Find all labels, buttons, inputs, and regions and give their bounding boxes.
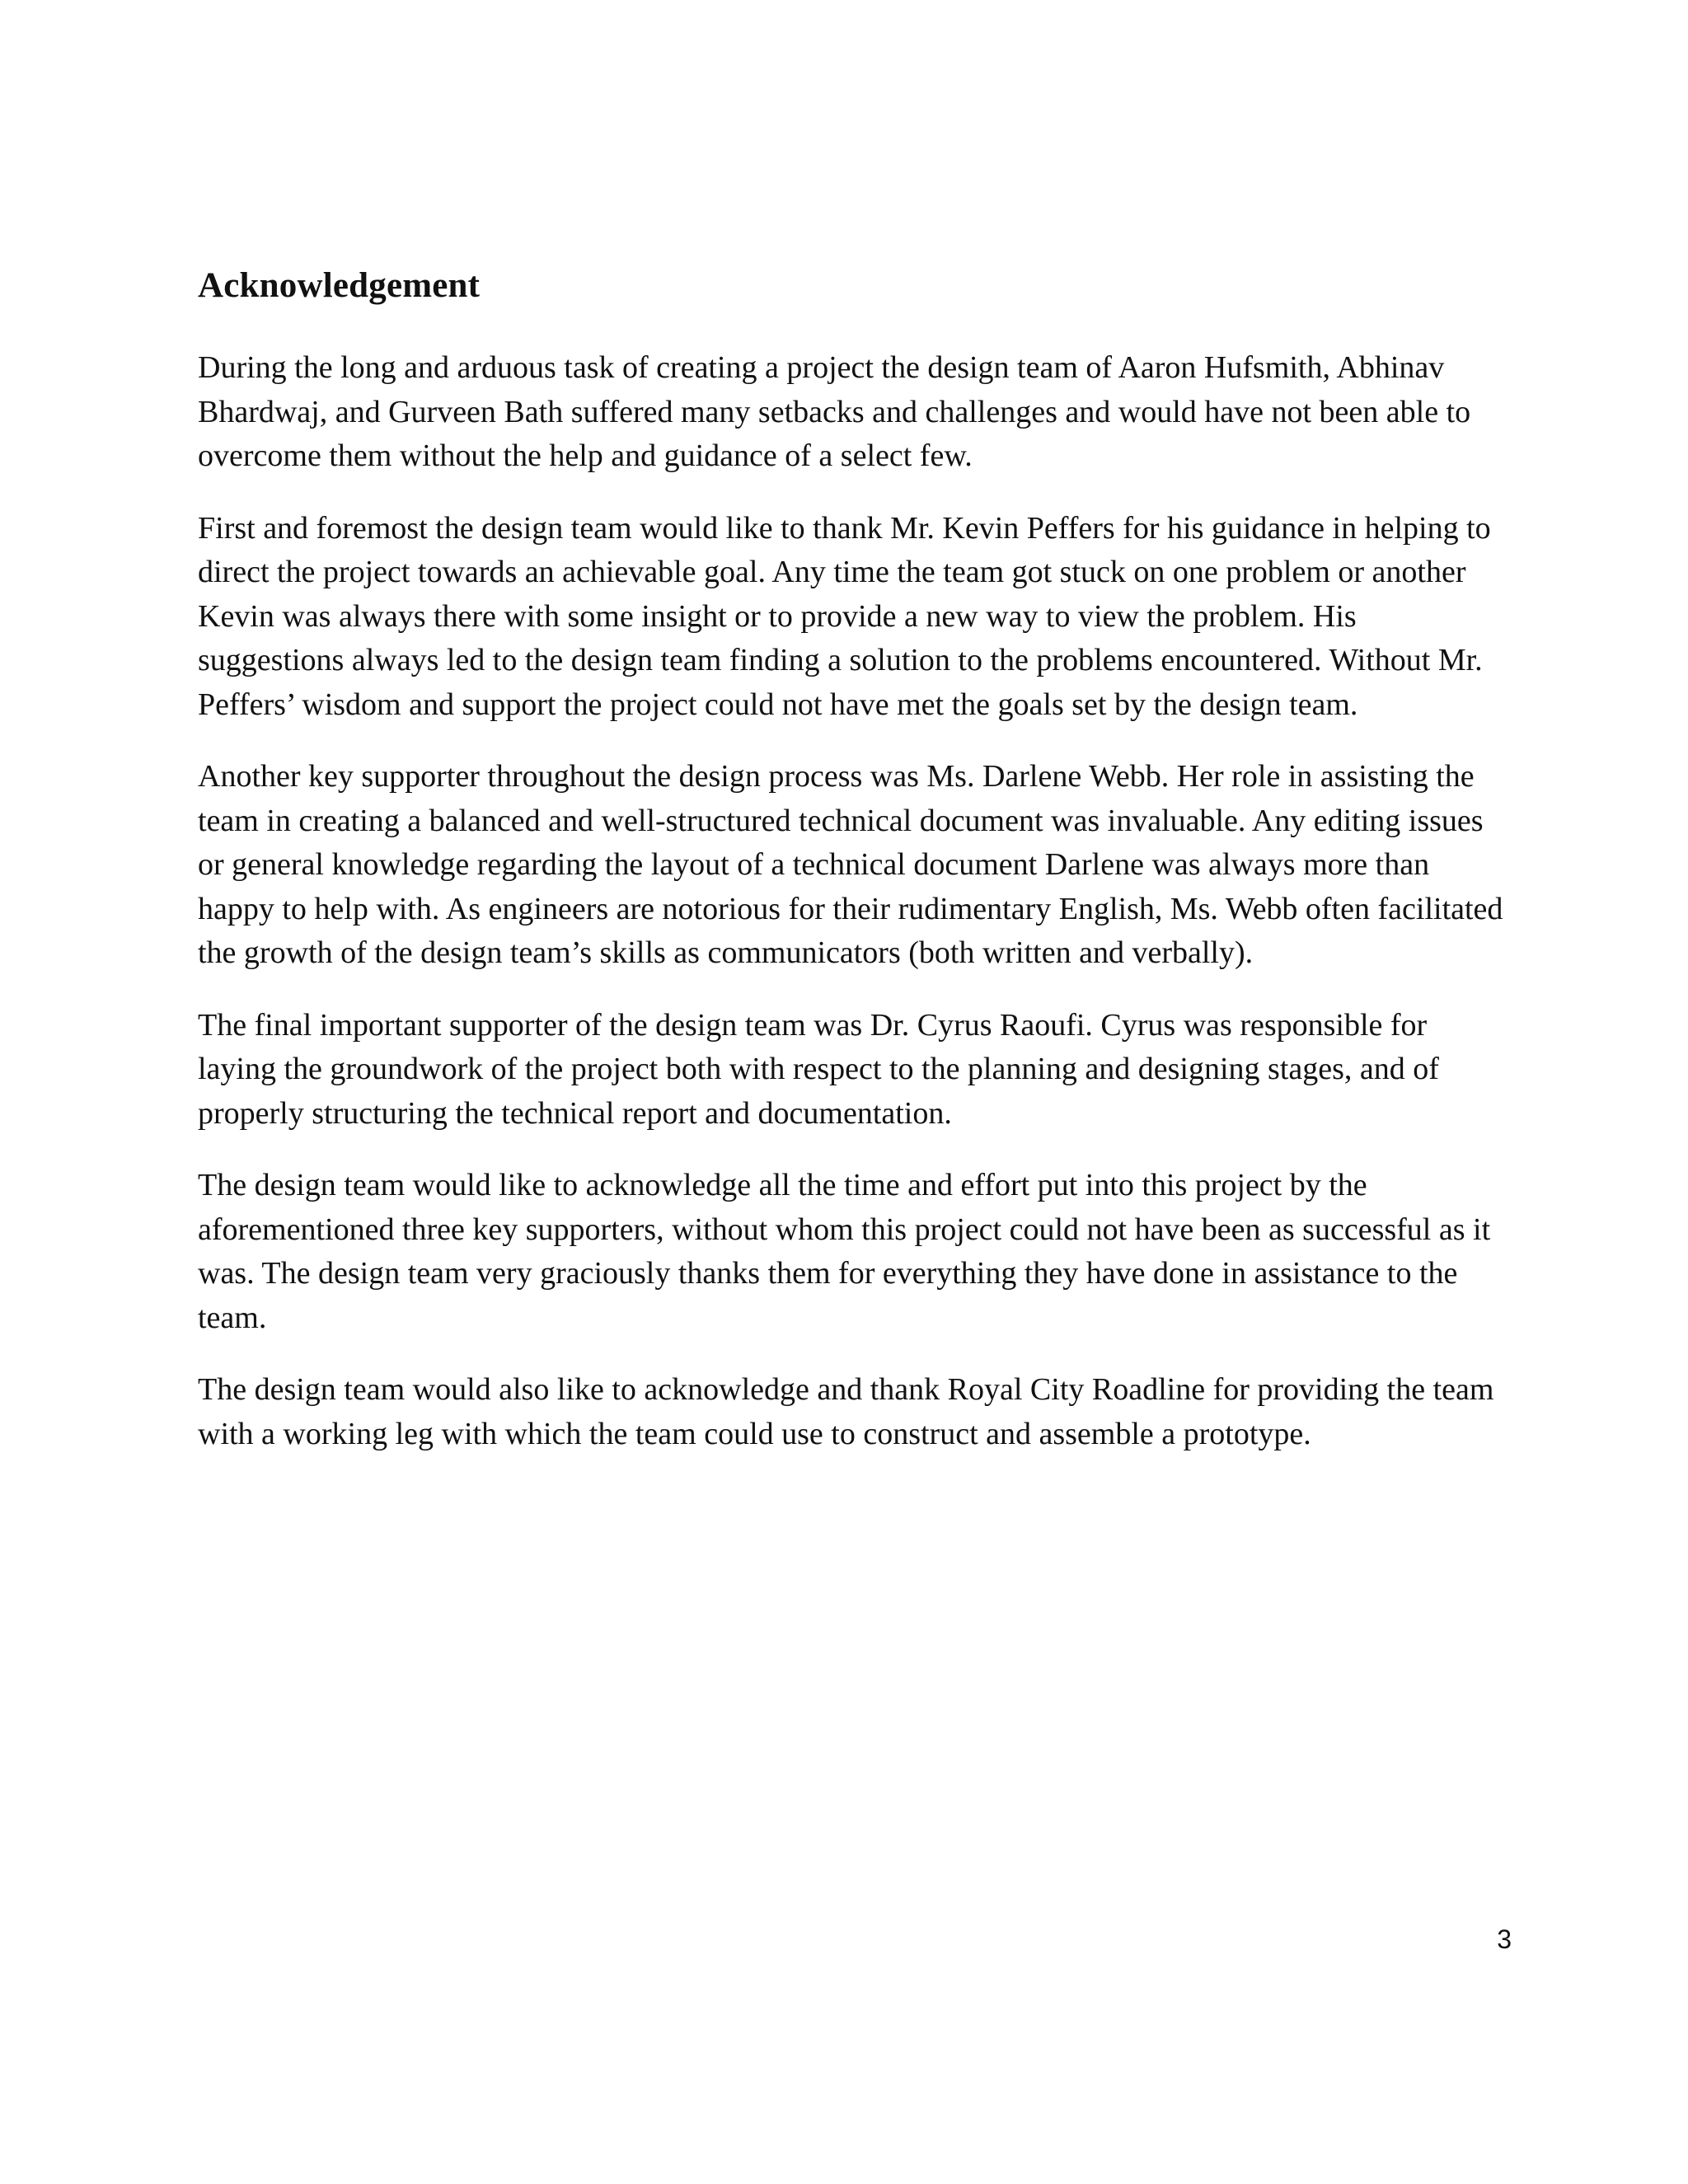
page-content — [198, 262, 1508, 1484]
page-title: Acknowledgement — [198, 266, 481, 305]
page-number: 3 — [1497, 1924, 1512, 1954]
paragraph-webb: Another key supporter throughout the design process was Ms. Darlene Webb. Her role in assisting the team in creating a balanced and well-structured technical document was invaluable. Any editing issues or general knowledge regarding the layout of a technical document Darlene was always more than happy to help with. As engineers are notorious for their rudimentary English, Ms. Webb often facilitated the growth of the design team’s skills as communicators (both written and verbally). — [198, 759, 1503, 970]
paragraph-intro: During the long and arduous task of creating a project the design team of Aaron Hufsmith, Abhinav Bhardwaj, and Gurveen Bath suffered many setbacks and challenges and would have not been able to overcome them without the help and guidance of a select few. — [198, 350, 1471, 473]
paragraph-raoufi: The final important supporter of the design team was Dr. Cyrus Raoufi. Cyrus was responsible for laying the groundwork of the project both with respect to the planning and designing stages, and of properly structuring the technical report and documentation. — [198, 1007, 1439, 1131]
paragraph-peffers: First and foremost the design team would like to thank Mr. Kevin Peffers for his guidance in helping to direct the project towards an achievable goal. Any time the team got stuck on one problem or another Kevin was always there with some insight or to provide a new way to view the problem. His suggestions always led to the design team finding a solution to the problems encountered. Without Mr. Peffers’ wisdom and support the project could not have met the goals set by the design team. — [198, 510, 1491, 722]
paragraph-acknowledge-all: The design team would like to acknowledge all the time and effort put into this project by the aforementioned three key supporters, without whom this project could not have been as successful as it was. The design team very graciously thanks them for everything they have done in assistance to the team. — [198, 1168, 1491, 1335]
paragraph-royal-city-roadline: The design team would also like to acknowledge and thank Royal City Roadline for providing the team with a working leg with which the team could use to construct and assemble a prototype. — [198, 1372, 1494, 1451]
